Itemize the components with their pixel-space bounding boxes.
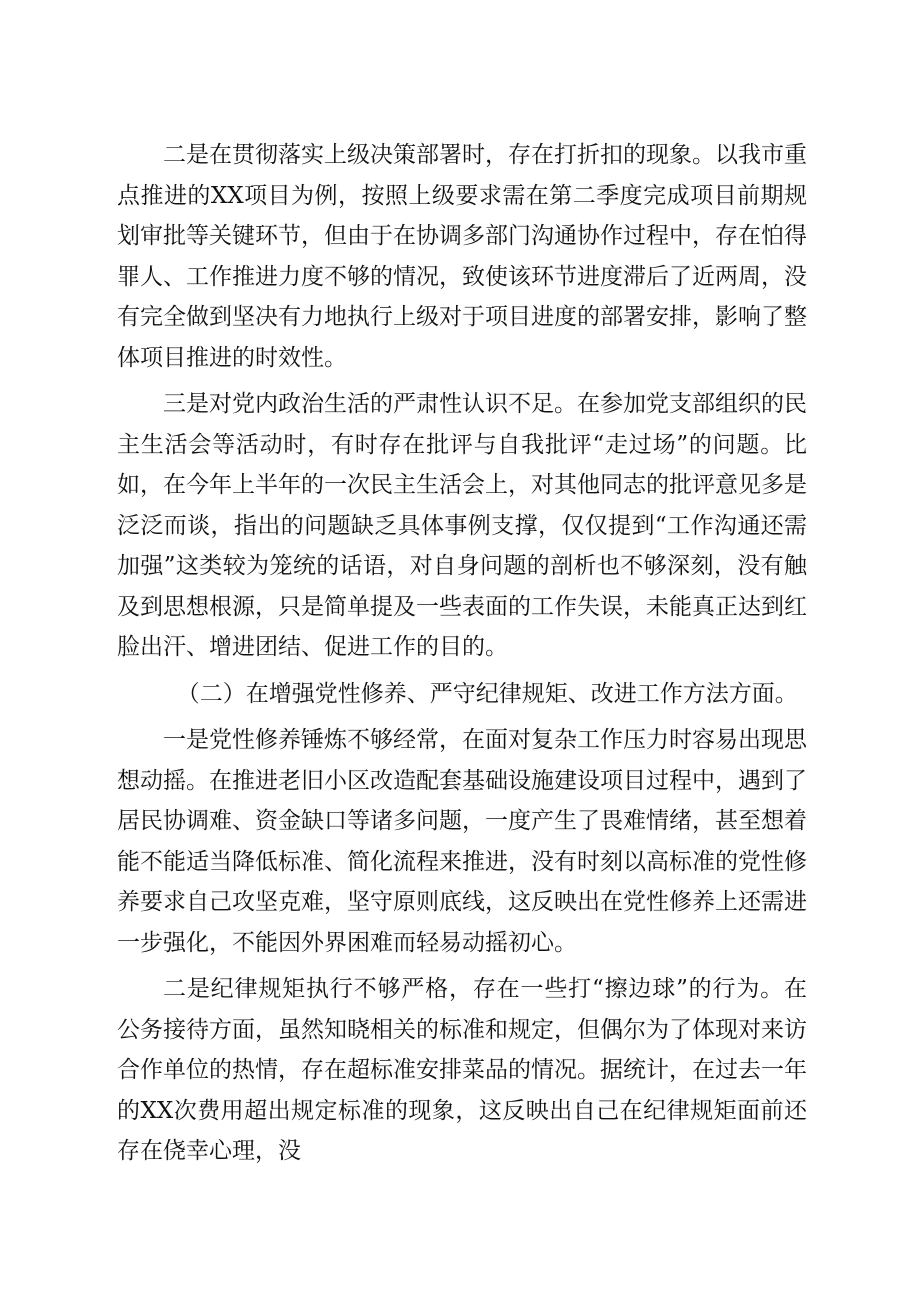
document-body (117, 135, 807, 1172)
paragraph-discipline-rules: 二是纪律规矩执行不够严格，存在一些打“擦边球”的行为。在公务接待方面，虽然知晓相关的标准和规定，但偶尔为了体现对来访合作单位的热情，存在超标准安排菜品的情况。据统计，在过去一年的XX次费用超出规定标准的现象，这反映出自己在纪律规矩面前还存在侥幸心理，没 (117, 976, 807, 1164)
paragraph-execution-discount: 二是在贯彻落实上级决策部署时，存在打折扣的现象。以我市重点推进的XX项目为例，按照上级要求需在第二季度完成项目前期规划审批等关键环节，但由于在协调多部门沟通协作过程中，存在怕得罪人、工作推进力度不够的情况，致使该环节进度滞后了近两周，没有完全做到坚决有力地执行上级对于项目进度的部署安排，影响了整体项目推进的时效性。 (117, 142, 807, 371)
paragraph-political-life: 三是对党内政治生活的严肃性认识不足。在参加党支部组织的民主生活会等活动时，有时存在批评与自我批评“走过场”的问题。比如，在今年上半年的一次民主生活会上，对其他同志的批评意见多是泛泛而谈，指出的问题缺乏具体事例支撑，仅仅提到“工作沟通还需加强”这类较为笼统的话语，对自身问题的剖析也不够深刻，没有触及到思想根源，只是简单提及一些表面的工作失误，未能真正达到红脸出汗、增进团结、促进工作的目的。 (117, 391, 807, 660)
paragraph-party-spirit-cultivation: 一是党性修养锤炼不够经常，在面对复杂工作压力时容易出现思想动摇。在推进老旧小区改造配套基础设施建设项目过程中，遇到了居民协调难、资金缺口等诸多问题，一度产生了畏难情绪，甚至想着能不能适当降低标准、简化流程来推进，没有时刻以高标准的党性修养要求自己攻坚克难，坚守原则底线，这反映出在党性修养上还需进一步强化，不能因外界困难而轻易动摇初心。 (117, 727, 807, 956)
section-heading-party-spirit: （二）在增强党性修养、严守纪律规矩、改进工作方法方面。 (176, 680, 798, 707)
